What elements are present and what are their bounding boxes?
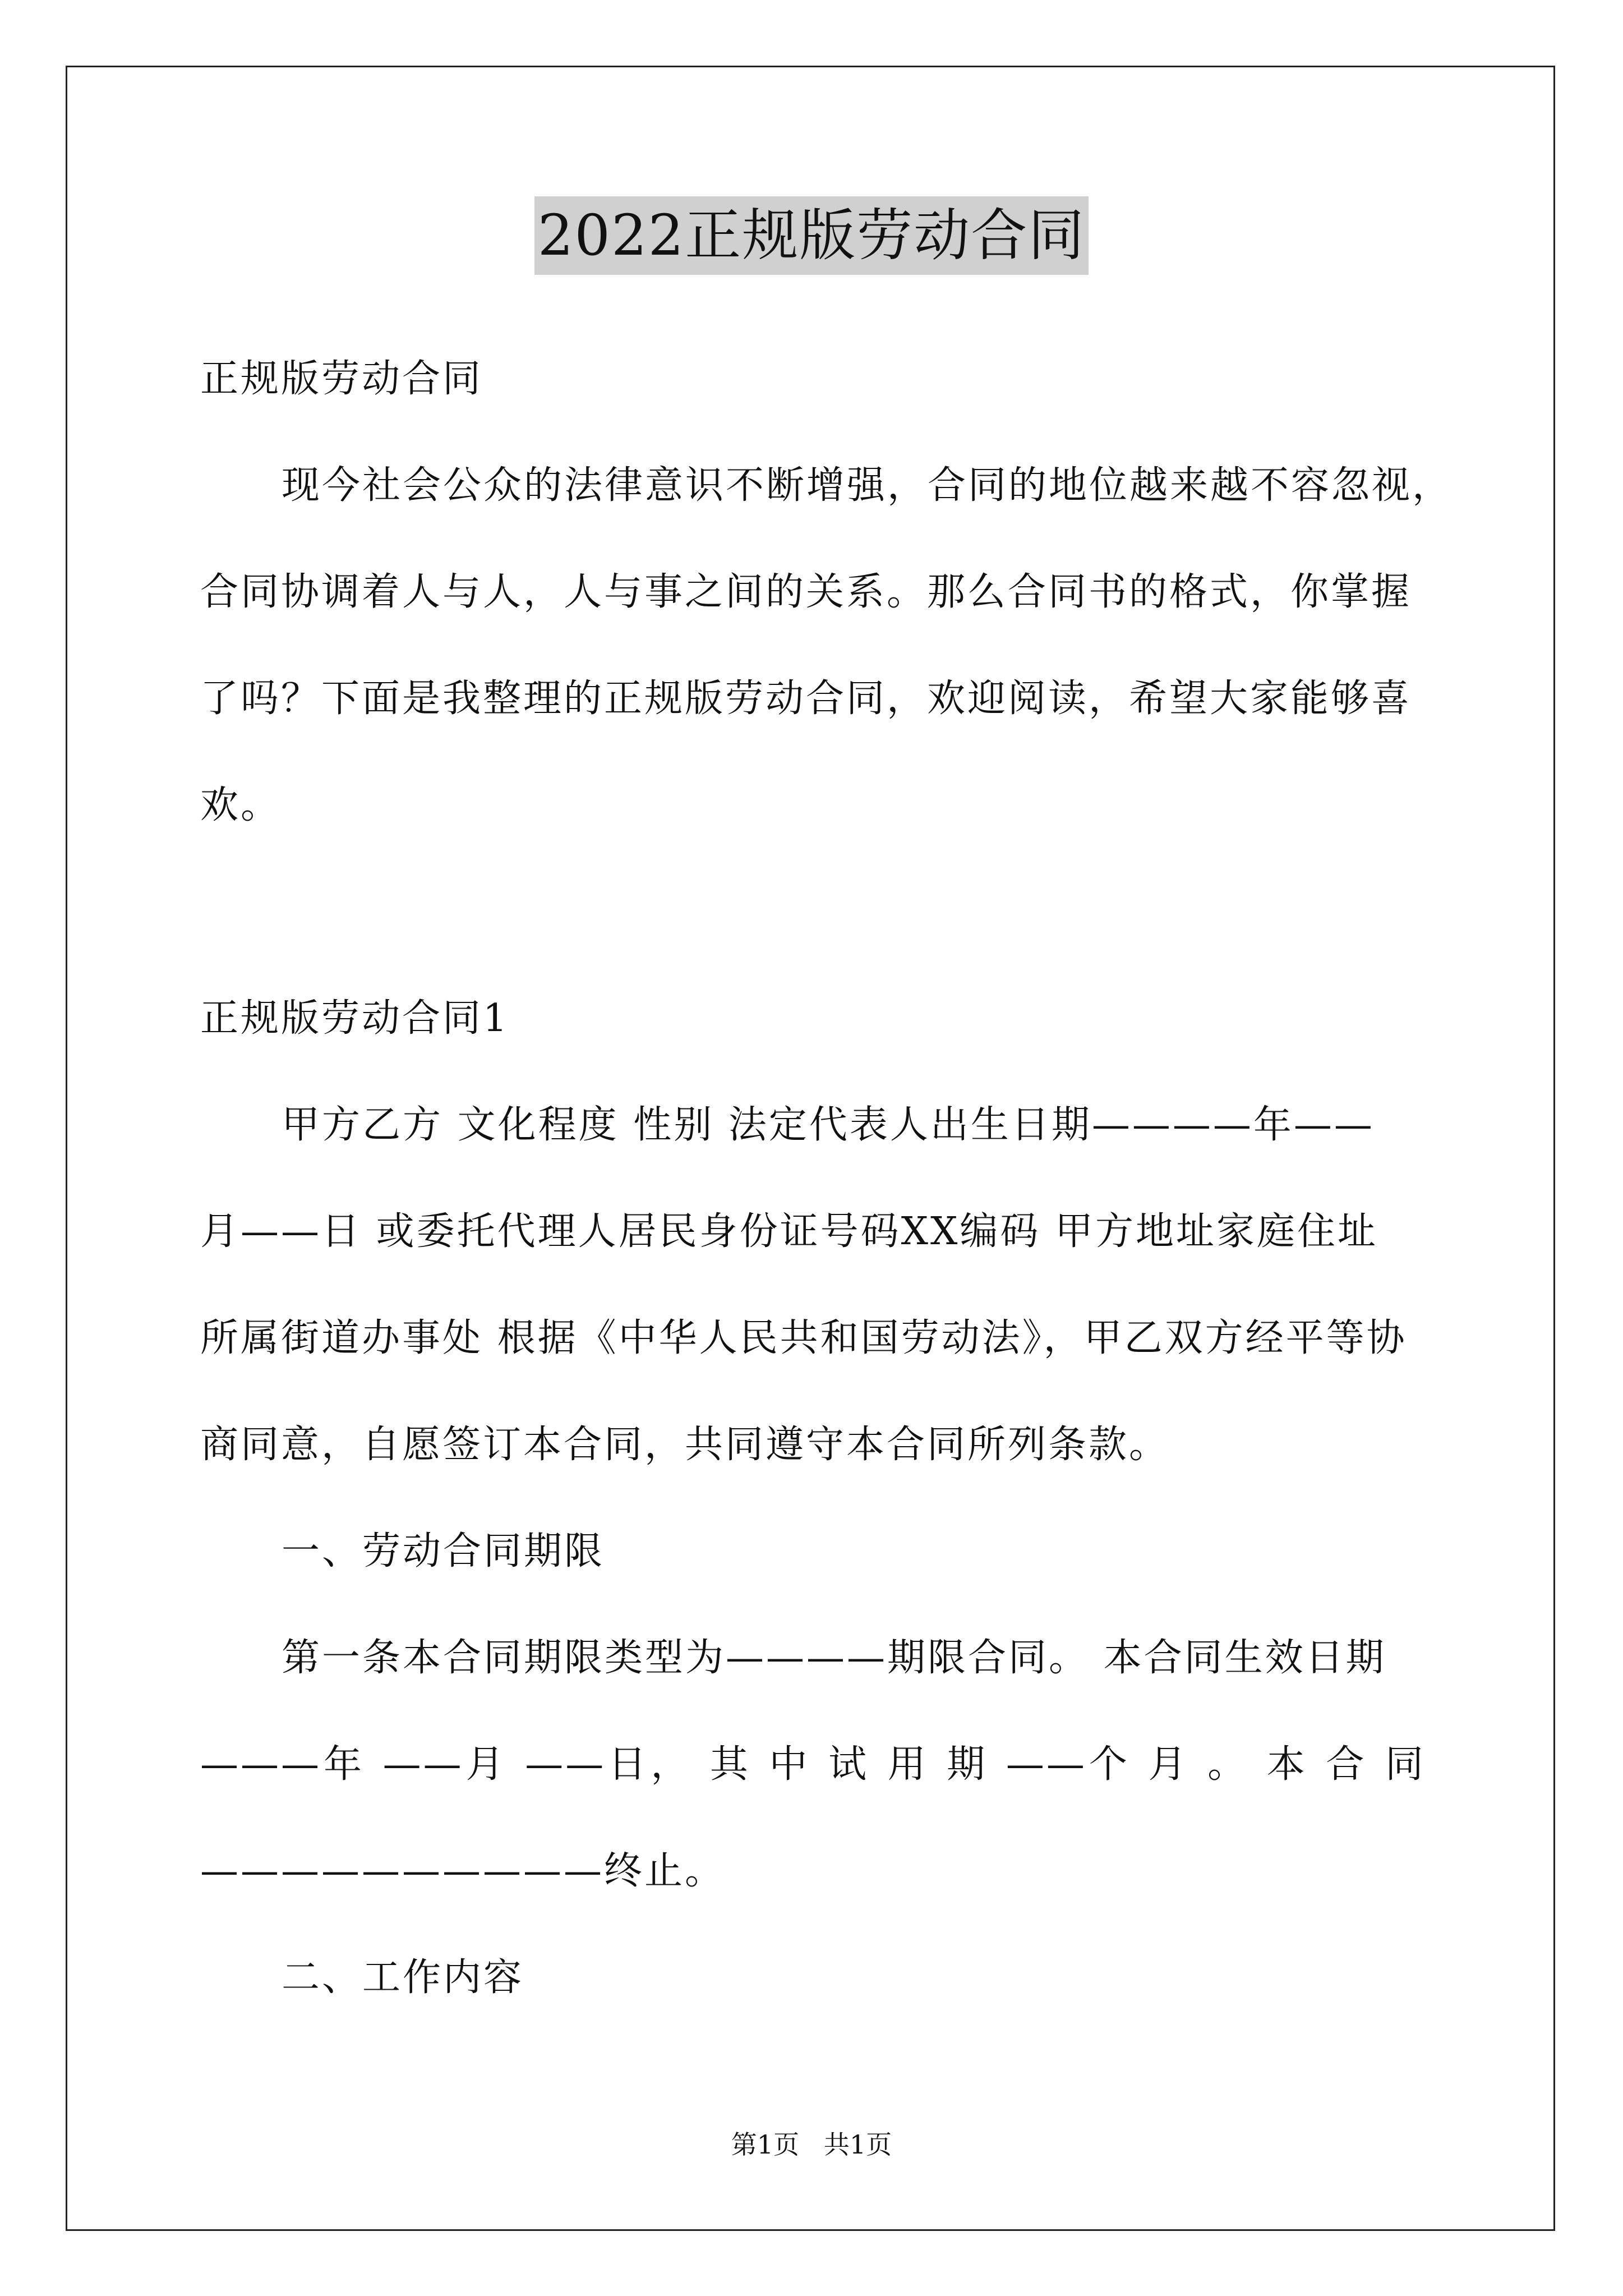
page-number-footer: 第1页 共1页 <box>731 2129 892 2160</box>
paragraph-line: 甲方乙方 文化程度 性别 法定代表人出生日期————年—— <box>282 1103 1375 1147</box>
paragraph-line: ——————————终止。 <box>200 1849 726 1893</box>
paragraph-line: 了吗？下面是我整理的正规版劳动合同，欢迎阅读，希望大家能够喜 <box>200 677 1412 721</box>
section-heading: 正规版劳动合同1 <box>200 996 510 1041</box>
paragraph-line: 月——日 或委托代理人居民身份证号码XX编码 甲方地址家庭住址 <box>200 1209 1378 1254</box>
paragraph-line: ———年 ——月 ——日， 其 中 试 用 期 ——个 月 。 本 合 同 <box>200 1742 1426 1787</box>
paragraph-line: 欢。 <box>200 783 282 827</box>
paragraph-line: 现今社会公众的法律意识不断增强，合同的地位越来越不容忽视， <box>282 463 1453 508</box>
paragraph-line: 合同协调着人与人，人与事之间的关系。那么合同书的格式，你掌握 <box>200 570 1412 614</box>
document-title: 2022正规版劳动合同 <box>534 196 1089 275</box>
clause-heading: 一、劳动合同期限 <box>282 1529 605 1573</box>
paragraph-line: 商同意，自愿签订本合同，共同遵守本合同所列条款。 <box>200 1423 1170 1467</box>
clause-heading: 二、工作内容 <box>282 1955 524 2000</box>
paragraph-line: 第一条本合同期限类型为————期限合同。 本合同生效日期 <box>282 1636 1386 1680</box>
title-container <box>0 196 1623 275</box>
subtitle-line: 正规版劳动合同 <box>200 357 483 401</box>
paragraph-line: 所属街道办事处 根据《中华人民共和国劳动法》，甲乙双方经平等协 <box>200 1316 1407 1360</box>
